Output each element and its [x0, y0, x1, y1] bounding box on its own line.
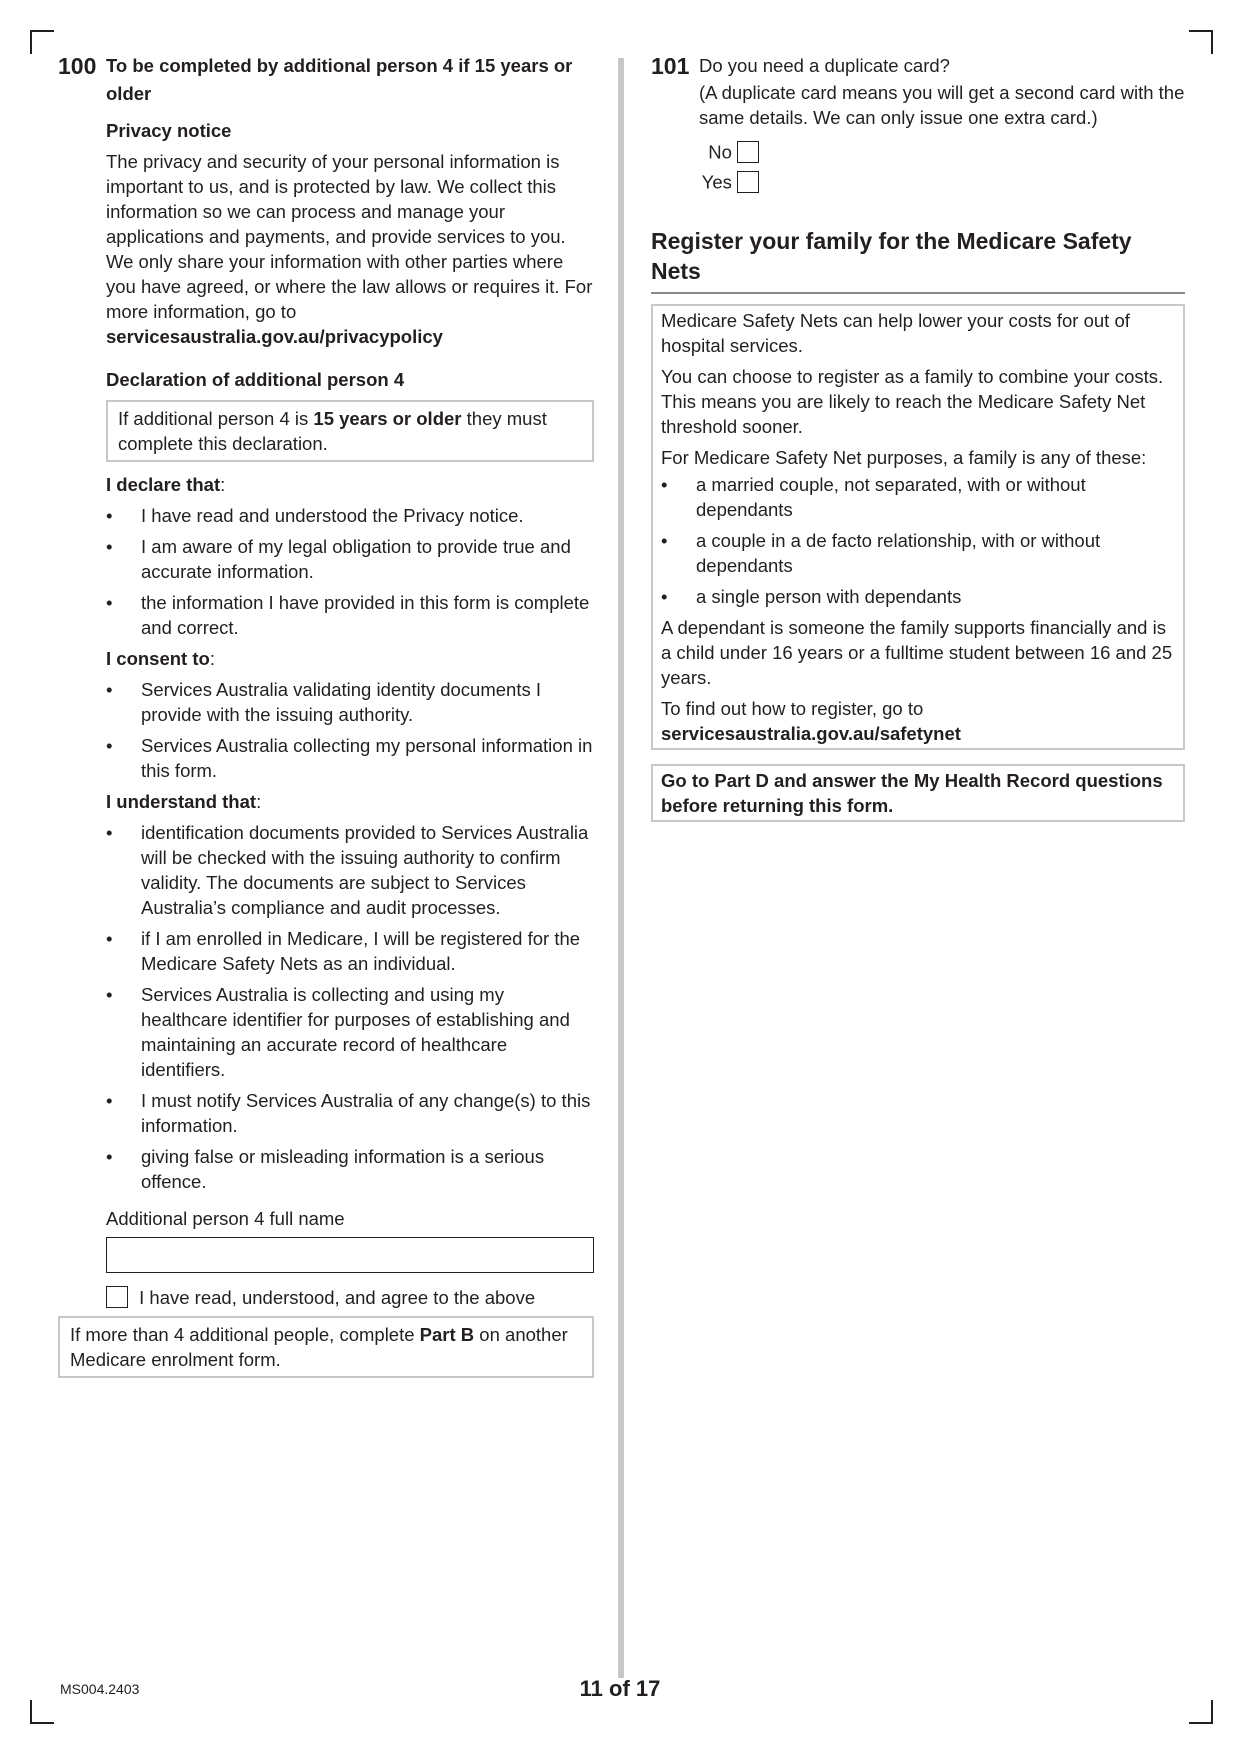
list-item: • Services Australia is collecting and using my healthcare identifier for purposes of establishing and maintaining an accurate record of healthcare identifiers.	[106, 984, 570, 1080]
page-number: 11 of 17	[579, 1676, 661, 1701]
bullet-icon: •	[106, 505, 113, 526]
bullet-icon: •	[106, 928, 113, 949]
agree-checkbox[interactable]	[106, 1286, 128, 1308]
list-item: • a married couple, not separated, with or without dependants	[661, 474, 1086, 520]
bullet-icon: •	[106, 679, 113, 700]
safety-nets-para-4: A dependant is someone the family supports financially and is a child under 16 years or a fulltime student between 16 and 25 years.	[661, 617, 1173, 688]
duplicate-card-options	[699, 138, 759, 198]
bullet-icon: •	[106, 536, 113, 557]
declare-list	[106, 503, 594, 640]
privacy-notice-title: Privacy notice	[106, 120, 232, 141]
list-item: • identification documents provided to Services Australia will be checked with the issuing authority to confirm validity. The documents are subject to Services Australia’s compliance and audit processes.	[106, 822, 589, 918]
list-item: • Services Australia validating identity documents I provide with the issuing authority.	[106, 679, 542, 725]
form-code: MS004.2403	[60, 1681, 140, 1697]
safety-nets-title: Register your family for the Medicare Safety Nets	[651, 226, 1185, 294]
list-item: • if I am enrolled in Medicare, I will be registered for the Medicare Safety Nets as an individual.	[106, 928, 581, 974]
question-number: 100	[58, 53, 97, 79]
no-checkbox[interactable]	[737, 141, 759, 163]
agree-row	[106, 1283, 594, 1310]
privacy-policy-link[interactable]: servicesaustralia.gov.au/privacypolicy	[106, 326, 443, 347]
bullet-icon: •	[106, 984, 113, 1005]
understand-heading: I understand that:	[106, 791, 262, 812]
full-name-label: Additional person 4 full name	[106, 1208, 345, 1229]
list-item: • giving false or misleading information is a serious offence.	[106, 1146, 545, 1192]
crop-mark-top-left	[30, 30, 54, 54]
question-heading: To be completed by additional person 4 if 15 years or older	[106, 55, 573, 104]
bullet-icon: •	[106, 1090, 113, 1111]
option-no: No	[699, 138, 759, 168]
consent-heading: I consent to:	[106, 648, 215, 669]
safety-nets-para-1: Medicare Safety Nets can help lower your costs for out of hospital services.	[661, 310, 1130, 356]
safety-nets-para-3: For Medicare Safety Net purposes, a family is any of these:	[661, 447, 1147, 468]
understand-list	[106, 820, 594, 1194]
bullet-icon: •	[661, 586, 668, 607]
safety-nets-para-5: To find out how to register, go to	[661, 698, 924, 719]
bullet-icon: •	[106, 822, 113, 843]
privacy-notice-text: The privacy and security of your personal information is important to us, and is protected by law. We collect this information so we can process and manage your applications and payments, and provide services to you. We only share your information with other parties where you have agreed, or where the law allows or requires it. For more information, go to servicesaustralia.gov.au/privacypolicy	[106, 151, 593, 347]
column-divider	[618, 58, 624, 1678]
question-text: Do you need a duplicate card?	[699, 55, 950, 76]
consent-list	[106, 677, 594, 783]
safety-nets-info-box	[651, 304, 1185, 750]
list-item: • a couple in a de facto relationship, with or without dependants	[661, 530, 1101, 576]
list-item: • I must notify Services Australia of any change(s) to this information.	[106, 1090, 591, 1136]
declaration-note-box: If additional person 4 is 15 years or older they must complete this declaration.	[106, 400, 594, 462]
question-100-section	[58, 52, 594, 1378]
bullet-icon: •	[106, 1146, 113, 1167]
bullet-icon: •	[661, 530, 668, 551]
yes-checkbox[interactable]	[737, 171, 759, 193]
list-item: • Services Australia collecting my personal information in this form.	[106, 735, 593, 781]
full-name-input[interactable]	[106, 1237, 594, 1273]
list-item: • I am aware of my legal obligation to provide true and accurate information.	[106, 536, 571, 582]
option-yes: Yes	[699, 168, 759, 198]
list-item: • a single person with dependants	[661, 586, 962, 607]
more-people-note-box: If more than 4 additional people, complete Part B on another Medicare enrolment form.	[58, 1316, 594, 1378]
bullet-icon: •	[106, 735, 113, 756]
question-explanation: (A duplicate card means you will get a second card with the same details. We can only issue one extra card.)	[699, 82, 1185, 128]
bullet-icon: •	[661, 474, 668, 495]
question-number: 101	[651, 53, 690, 79]
family-list	[661, 472, 1173, 609]
crop-mark-bottom-left	[30, 1700, 54, 1724]
declare-heading: I declare that:	[106, 474, 226, 495]
declaration-title: Declaration of additional person 4	[106, 369, 405, 390]
bullet-icon: •	[106, 592, 113, 613]
part-d-note-box: Go to Part D and answer the My Health Record questions before returning this form.	[651, 764, 1185, 822]
list-item: • I have read and understood the Privacy notice.	[106, 505, 524, 526]
crop-mark-bottom-right	[1189, 1700, 1213, 1724]
agree-label: I have read, understood, and agree to the above	[139, 1286, 536, 1308]
list-item: • the information I have provided in this form is complete and correct.	[106, 592, 590, 638]
crop-mark-top-right	[1189, 30, 1213, 54]
safety-nets-para-2: You can choose to register as a family to combine your costs. This means you are likely to reach the Medicare Safety Net threshold sooner.	[661, 366, 1164, 437]
safety-net-link[interactable]: servicesaustralia.gov.au/safetynet	[661, 723, 961, 744]
question-101-section	[651, 52, 1185, 822]
